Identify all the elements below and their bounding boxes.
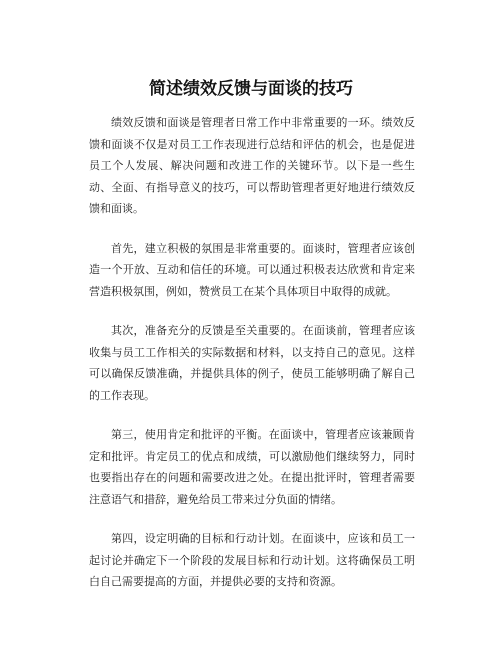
paragraph-fourth: 第四，设定明确的目标和行动计划。在面谈中，应该和员工一起讨论并确定下一个阶段的发展目标和行动计划。这将确保员工明白自己需要提高的方面，并提供必要的支持和资源。 (89, 532, 415, 588)
document-title: 简述绩效反馈与面谈的技巧 (149, 79, 353, 99)
paragraph-third: 第三，使用肯定和批评的平衡。在面谈中，管理者应该兼顾肯定和批评。肯定员工的优点和成绩，可以激励他们继续努力，同时也要指出存在的问题和需要改进之处。在提出批评时，管理者需要注意语气和措辞，避免给员工带来过分负面的情绪。 (89, 428, 415, 506)
paragraph-first: 首先，建立积极的氛围是非常重要的。面谈时，管理者应该创造一个开放、互动和信任的环境。可以通过积极表达欣赏和肯定来营造积极氛围，例如，赞赏员工在某个具体项目中取得的成就。 (89, 241, 415, 298)
document-body (89, 112, 415, 611)
paragraph-second: 其次，准备充分的反馈是至关重要的。在面谈前，管理者应该收集与员工工作相关的实际数据和材料，以支持自己的意见。这样可以确保反馈准确，并提供具体的例子，使员工能够明确了解自己的工作表现。 (89, 324, 415, 402)
paragraph-intro: 绩效反馈和面谈是管理者日常工作中非常重要的一环。绩效反馈和面谈不仅是对员工工作表现进行总结和评估的机会，也是促进员工个人发展、解决问题和改进工作的关键环节。以下是一些生动、全面、有指导意义的技巧，可以帮助管理者更好地进行绩效反馈和面谈。 (89, 116, 415, 215)
